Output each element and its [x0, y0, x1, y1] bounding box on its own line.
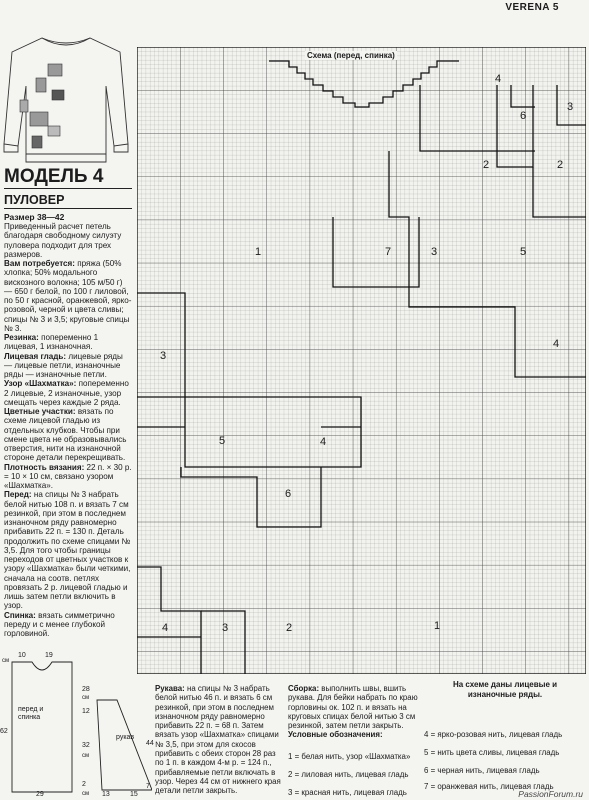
chart-number: 3: [160, 350, 167, 362]
unit-label: см: [2, 658, 10, 664]
sleeve-label: рукав: [116, 734, 135, 741]
legend-item: 7 = оранжевая нить, лицевая гладь: [424, 782, 554, 791]
chart-number: 5: [520, 246, 527, 258]
chart-number: 2: [483, 159, 490, 171]
chart-number: 3: [222, 622, 229, 634]
front-paragraph: Перед: на спицы № 3 набрать белой нитью 108 п. и вязать 7 см резинкой, при этом в последнем изнаночном ряду равномерно прибавить 22 п. = 130 п. Деталь продолжить по схеме спицами № 3,5. Для того чтобы границы переходов от цветных участков к узору «Шахматка» были четкими, сначала на соотв. петлях провязать 2 р. лицевой гладью и лишь затем петли включить в узор.: [4, 490, 131, 611]
legend-item: 4 = ярко-розовая нить, лицевая гладь: [424, 730, 563, 739]
legend-item: 5 = нить цвета сливы, лицевая гладь: [424, 748, 560, 757]
chart-number: 7: [385, 246, 392, 258]
dim-label: 62: [0, 728, 8, 735]
stockinette-paragraph: Лицевая гладь: лицевые ряды — лицевые петли, изнаночные ряды — изнаночные петли.: [4, 351, 123, 379]
dim-label: 13: [102, 791, 110, 798]
dim-label: 29: [36, 791, 44, 798]
dim-label: 44: [146, 740, 154, 747]
model-subtitle: ПУЛОВЕР: [4, 193, 65, 207]
sweater-sketch: [2, 34, 130, 168]
legend-item: 6 = черная нить, лицевая гладь: [424, 766, 540, 775]
chart-title: Схема (перед, спинка): [307, 51, 395, 60]
chart-number: 3: [567, 101, 574, 113]
dim-label: 19: [45, 652, 53, 659]
divider: [4, 208, 132, 209]
chart-number: 4: [495, 73, 502, 85]
front-back-label: перед и спинка: [18, 706, 44, 721]
unit-label: см: [82, 695, 90, 701]
model-title: МОДЕЛЬ 4: [4, 166, 104, 187]
assembly-instructions: Сборка: выполнить швы, вшить рукава. Для бейки набрать по краю горловины ок. 102 п. и вязать на круговых спицах белой нитью 3 см резинкой, затем петли закрыть. Условные обозначения:: [288, 684, 418, 740]
legend-item: 1 = белая нить, узор «Шахматка»: [288, 752, 411, 761]
pattern-schematic: [2, 652, 152, 800]
legend-item: 2 = лиловая нить, лицевая гладь: [288, 770, 409, 779]
dim-label: 32: [82, 742, 90, 749]
chart-number: 1: [434, 620, 441, 632]
chart-number: 2: [286, 622, 293, 634]
knitting-chart: [137, 47, 586, 674]
size-range: Размер 38—42: [4, 212, 65, 222]
dim-label: 15: [130, 791, 138, 798]
chart-number: 6: [520, 110, 527, 122]
watermark: PassionForum.ru: [518, 789, 583, 799]
dim-label: 7: [146, 783, 150, 790]
rib-paragraph: Резинка: попеременно 1 лицевая, 1 изнаночная.: [4, 333, 99, 352]
chart-number: 1: [255, 246, 262, 258]
magazine-name: VERENA 5: [505, 2, 559, 13]
dim-label: 10: [18, 652, 26, 659]
dim-label: 28: [82, 686, 90, 693]
intro-paragraph: Приведенный расчет петель благодаря свободному силуэту пуловера подходит для трех размеров.: [4, 222, 122, 259]
back-paragraph: Спинка: вязать симметрично переду и с менее глубокой горловиной.: [4, 610, 115, 638]
legend-item: 3 = красная нить, лицевая гладь: [288, 788, 407, 797]
materials-paragraph: Вам потребуется: пряжа (50% хлопка; 50% модального вискозного волокна; 105 м/50 г) — 650 г белой, по 100 г лиловой, по 50 г красной, оранжевой, ярко-розовой, черной и цвета сливы; спицы № 3 и 3,5; круговые спицы № 3.: [4, 259, 132, 333]
chart-number: 2: [557, 159, 564, 171]
chart-number: 4: [553, 338, 560, 350]
chart-note: На схеме даны лицевые и изнаночные ряды.: [452, 680, 558, 699]
colored-paragraph: Цветные участки: вязать по схеме лицевой гладью из отдельных клубков. Чтобы при смене цвета не образовывались отверстия, нити на изнаночной стороне детали перекрещивать.: [4, 407, 127, 463]
chart-number: 6: [285, 488, 292, 500]
chart-number: 5: [219, 435, 226, 447]
chart-number: 3: [431, 246, 438, 258]
gauge-paragraph: Плотность вязания: 22 п. × 30 р. = 10 × 10 см, связано узором «Шахматка».: [4, 462, 132, 490]
unit-label: см: [82, 753, 90, 759]
instructions-column: [4, 222, 132, 638]
chart-number: 4: [162, 622, 169, 634]
dim-label: 12: [82, 708, 90, 715]
checker-paragraph: Узор «Шахматка»: попеременно 2 лицевые, 2 изнаночные, узор смещать через каждые 2 ряда.: [4, 379, 129, 407]
chart-number: 4: [320, 436, 327, 448]
unit-label: см: [82, 791, 90, 797]
divider: [4, 188, 132, 189]
sleeve-instructions: Рукава: на спицы № 3 набрать белой нитью 46 п. и вязать 6 см резинкой, при этом в последнем изнаночном ряду равномерно прибавить 22 п. = 68 п. Затем вязать узор «Шахматка» спицами № 3,5, при этом для скосов прибавить с обеих сторон 28 раз по 1 п. в каждом 4-м р. = 124 п., прибавляемые петли включать в узор. Через 44 см от нижнего края детали петли закрыть.: [155, 684, 281, 796]
dim-label: 2: [82, 781, 86, 788]
